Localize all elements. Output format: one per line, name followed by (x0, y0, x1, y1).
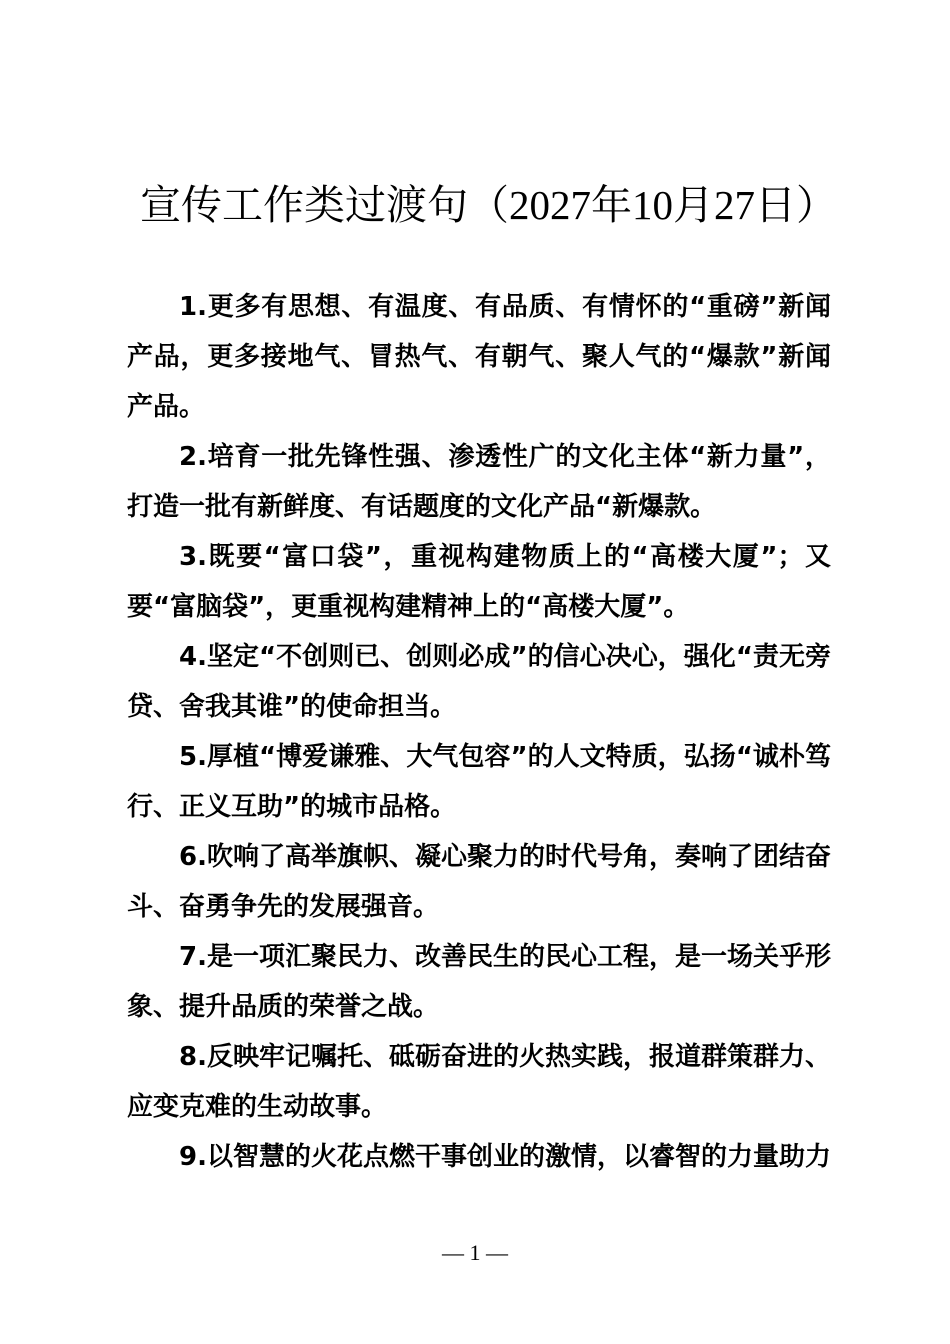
paragraph-8: 8.反映牢记嘱托、砥砺奋进的火热实践，报道群策群力、应变克难的生动故事。 (127, 1042, 831, 1122)
document-body (127, 282, 831, 1182)
document-title: 宣传工作类过渡句（2027年10月27日） (140, 182, 837, 228)
paragraph-6: 6.吹响了高举旗帜、凝心聚力的时代号角，奏响了团结奋斗、奋勇争先的发展强音。 (127, 842, 831, 922)
paragraph-2: 2.培育一批先锋性强、渗透性广的文化主体“新力量”，打造一批有新鲜度、有话题度的文化产品“新爆款。 (127, 442, 831, 522)
paragraph-5: 5.厚植“博爱谦雅、大气包容”的人文特质，弘扬“诚朴笃行、正义互助”的城市品格。 (127, 742, 831, 822)
page-number: — 1 — (442, 1240, 508, 1265)
paragraph-4: 4.坚定“不创则已、创则必成”的信心决心，强化“责无旁贷、舍我其谁”的使命担当。 (127, 642, 831, 722)
paragraph-1: 1.更多有思想、有温度、有品质、有情怀的“重磅”新闻产品，更多接地气、冒热气、有朝气、聚人气的“爆款”新闻产品。 (127, 292, 831, 422)
paragraph-7: 7.是一项汇聚民力、改善民生的民心工程，是一场关乎形象、提升品质的荣誉之战。 (127, 942, 831, 1022)
paragraph-3: 3.既要“富口袋”，重视构建物质上的“高楼大厦”；又要“富脑袋”，更重视构建精神上的“高楼大厦”。 (127, 542, 831, 622)
paragraph-9: 9.以智慧的火花点燃干事创业的激情，以睿智的力量助力 (179, 1142, 831, 1172)
